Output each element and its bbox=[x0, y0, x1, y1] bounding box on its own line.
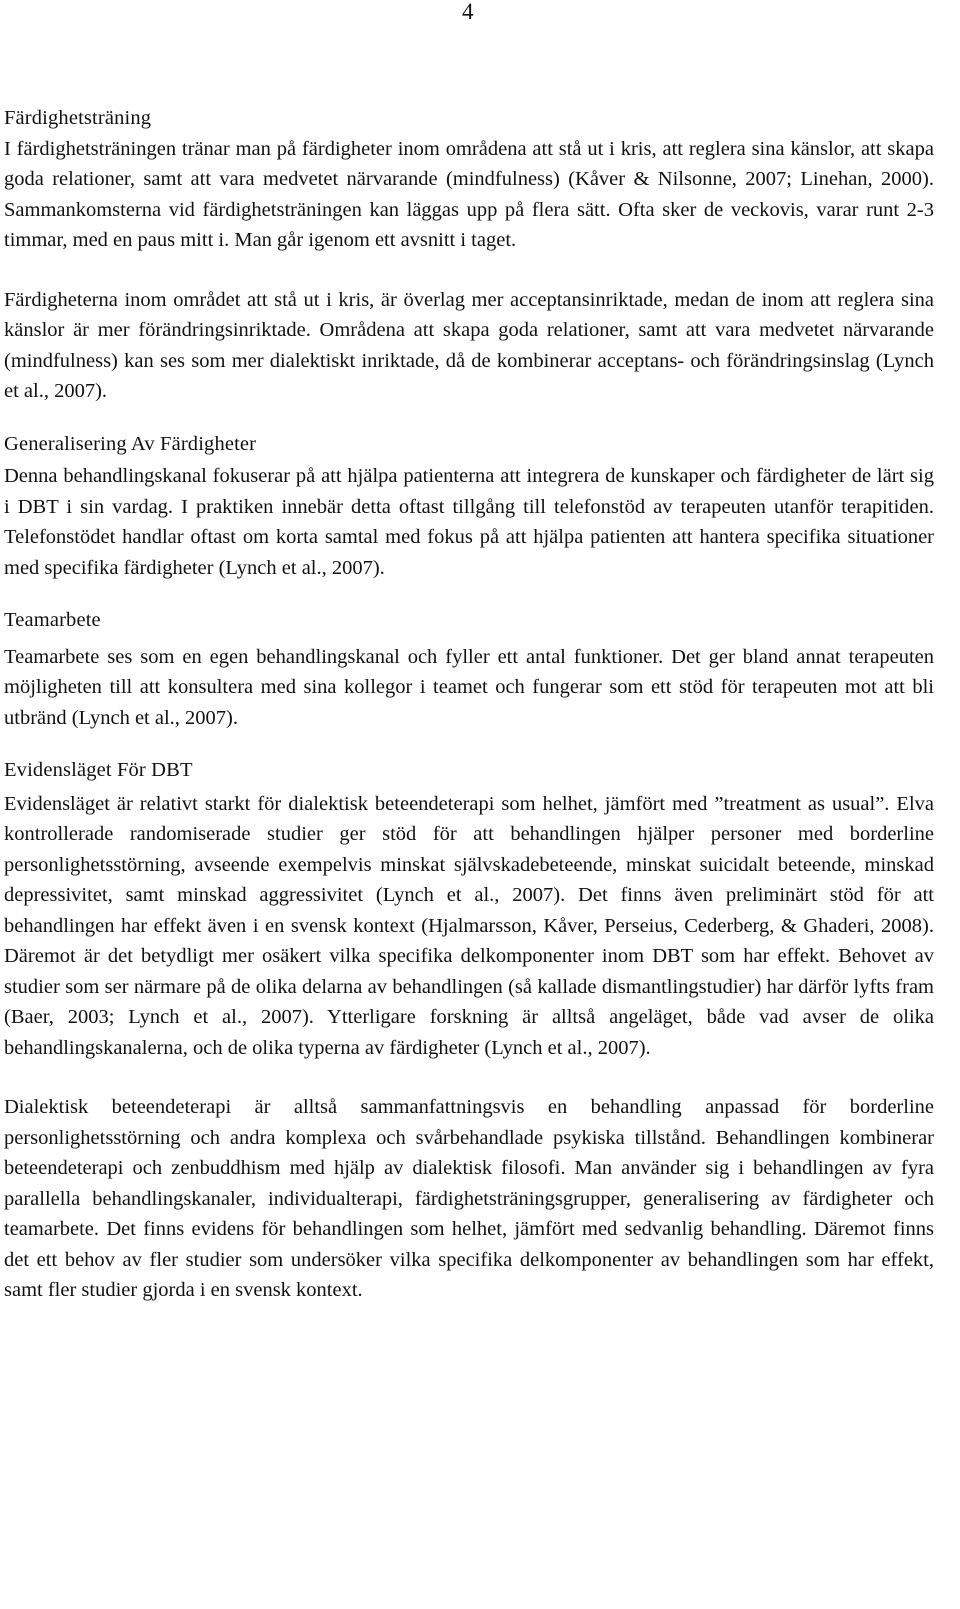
section-evidenslaget bbox=[4, 755, 934, 1306]
document-body bbox=[4, 103, 934, 1306]
section-teamarbete bbox=[4, 605, 934, 733]
section-fardighetstraning bbox=[4, 103, 934, 407]
section-heading: Generalisering Av Färdigheter bbox=[4, 432, 257, 455]
paragraph: Teamarbete ses som en egen behandlingskanal och fyller ett antal funktioner. Det ger bland annat terapeuten möjligheten till att konsultera med sina kollegor i teamet och fungerar som ett stöd för terapeuten mot att bli utbränd (Lynch et al., 2007). bbox=[4, 645, 934, 729]
section-heading: Färdighetsträning bbox=[4, 107, 152, 129]
paragraph: Dialektisk beteendeterapi är alltså sammanfattningsvis en behandling anpassad för borderline personlighetsstörning och andra komplexa och svårbehandlade psykiska tillstånd. Behandlingen kombinerar beteendeterapi och zenbuddhism med hjälp av dialektisk filosofi. Man använder sig i behandlingen av fyra parallella behandlingskanaler, individualterapi, färdighetsträningsgrupper, generalisering av färdigheter och teamarbete. Det finns evidens för behandlingen som helhet, jämfört med sedvanlig behandling. Däremot finns det ett behov av fler studier som undersöker vilka specifika delkomponenter av behandlingen som har effekt, samt fler studier gjorda i en svensk kontext. bbox=[4, 1096, 934, 1301]
section-heading: Evidensläget För DBT bbox=[4, 759, 193, 781]
paragraph: I färdighetsträningen tränar man på färdigheter inom områdena att stå ut i kris, att reglera sina känslor, att skapa goda relationer, samt att vara medvetet närvarande (mindfulness) (Kåver & Nilsonne, 2007; Linehan, 2000). Sammankomsterna vid färdighetsträningen kan läggas upp på flera sätt. Ofta sker de veckovis, varar runt 2-3 timmar, med en paus mitt i. Man går igenom ett avsnitt i taget. bbox=[4, 137, 934, 251]
section-heading: Teamarbete bbox=[4, 609, 101, 631]
section-generalisering bbox=[4, 429, 934, 584]
paragraph: Färdigheterna inom området att stå ut i kris, är överlag mer acceptansinriktade, medan de inom att reglera sina känslor är mer förändringsinriktade. Områdena att skapa goda relationer, samt att vara medvetet närvarande (mindfulness) kan ses som mer dialektiskt inriktade, då de kombinerar acceptans- och förändringsinslag (Lynch et al., 2007). bbox=[4, 288, 934, 402]
paragraph: Denna behandlingskanal fokuserar på att hjälpa patienterna att integrera de kunskaper och färdigheter de lärt sig i DBT i sin vardag. I praktiken innebär detta oftast tillgång till telefonstöd av terapeuten utanför terapitiden. Telefonstödet handlar oftast om korta samtal med fokus på att hjälpa patienten att hantera specifika situationer med specifika färdigheter (Lynch et al., 2007). bbox=[4, 465, 934, 579]
page-number: 4 bbox=[462, 0, 474, 24]
paragraph: Evidensläget är relativt starkt för dialektisk beteendeterapi som helhet, jämfört med ”treatment as usual”. Elva kontrollerade randomiserade studier ger stöd för att behandlingen hjälper personer med borderline personlighetsstörning, avseende exempelvis minskat självskadebeteende, minskat suicidalt beteende, minskad depressivitet, samt minskad aggressivitet (Lynch et al., 2007). Det finns även preliminärt stöd för att behandlingen har effekt även i en svensk kontext (Hjalmarsson, Kåver, Perseius, Cederberg, & Ghaderi, 2008). Däremot är det betydligt mer osäkert vilka specifika delkomponenter inom DBT som har effekt. Behovet av studier som ser närmare på de olika delarna av behandlingen (så kallade dismantlingstudier) har därför lyfts fram (Baer, 2003; Lynch et al., 2007). Ytterligare forskning är alltså angeläget, både vad avser de olika behandlingskanalerna, och de olika typerna av färdigheter (Lynch et al., 2007). bbox=[4, 792, 934, 1059]
